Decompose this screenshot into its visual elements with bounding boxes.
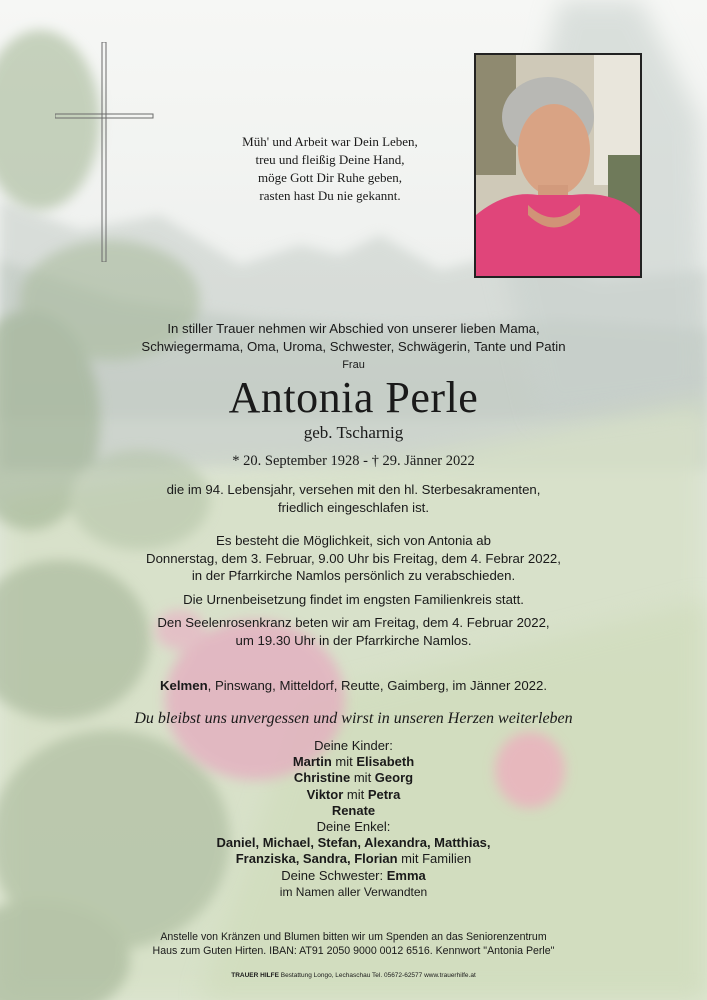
place-town: Kelmen: [159, 678, 208, 693]
farewell-text: [0, 532, 707, 585]
footer-brand: TRAUER HILFE: [231, 972, 279, 979]
farewell-line: in der Pfarrkirche Namlos persönlich zu verabschieden.: [191, 568, 516, 584]
place-rest: , Pinswang, Mitteldorf, Reutte, Gaimberg, im Jänner 2022.: [207, 678, 547, 693]
child-pair: Martin mit Elisabeth: [292, 754, 415, 770]
grandchildren-line: Franziska, Sandra, Florian mit Familien: [235, 851, 472, 867]
child-pair: Viktor mit Petra: [306, 786, 401, 802]
intro-line: Schwiegermama, Oma, Uroma, Schwester, Schwägerin, Tante und Patin: [141, 338, 566, 354]
rosary-line: Den Seelenrosenkranz beten wir am Freitag, dem 4. Februar 2022,: [157, 615, 550, 630]
footer-text: Bestattung Longo, Lechaschau Tel. 05672-62577 www.trauerhilfe.at: [278, 972, 476, 979]
place-date: [0, 677, 707, 695]
grandchildren-heading: Deine Enkel:: [316, 819, 391, 835]
farewell-line: Es besteht die Möglichkeit, sich von Antonia ab: [216, 533, 491, 548]
cross-icon: [55, 42, 155, 262]
age-line: friedlich eingeschlafen ist.: [277, 499, 429, 515]
footer: [0, 972, 707, 979]
donation-note: [0, 930, 707, 958]
relatives-line: im Namen aller Verwandten: [279, 884, 428, 899]
child-pair: Christine mit Georg: [293, 770, 414, 786]
age-line: die im 94. Lebensjahr, versehen mit den hl. Sterbesakramenten,: [166, 482, 541, 497]
deceased-name: Antonia Perle: [228, 373, 479, 422]
verse: [190, 133, 470, 205]
maiden-name: geb. Tscharnig: [303, 423, 404, 442]
urn-text: Die Urnenbeisetzung findet im engsten Familienkreis statt.: [183, 592, 524, 607]
sister-line: Deine Schwester: Emma: [281, 867, 426, 883]
verse-line: möge Gott Dir Ruhe geben,: [257, 170, 403, 185]
verse-line: rasten hast Du nie gekannt.: [259, 188, 401, 203]
intro-text: [0, 320, 707, 355]
intro-line: In stiller Trauer nehmen wir Abschied von unserer lieben Mama,: [167, 321, 540, 336]
farewell-line: Donnerstag, dem 3. Februar, 9.00 Uhr bis Freitag, dem 4. Febrar 2022,: [146, 550, 561, 566]
motto: Du bleibst uns unvergessen und wirst in unseren Herzen weiterleben: [134, 710, 573, 727]
mourners: [0, 738, 707, 900]
salutation: Frau: [342, 359, 365, 371]
donation-line: Haus zum Guten Hirten. IBAN: AT91 2050 9000 0012 6516. Kennwort "Antonia Perle": [152, 945, 555, 957]
life-dates: * 20. September 1928 - † 29. Jänner 2022: [232, 453, 475, 469]
verse-line: Müh' und Arbeit war Dein Leben,: [242, 134, 418, 149]
portrait-image: [476, 55, 640, 276]
children-heading: Deine Kinder:: [314, 738, 393, 753]
verse-line: treu und fleißig Deine Hand,: [255, 152, 405, 167]
child-single: Renate: [331, 802, 376, 818]
donation-line: Anstelle von Kränzen und Blumen bitten wir um Spenden an das Seniorenzentrum: [160, 931, 547, 943]
rosary-text: [0, 614, 707, 649]
grandchildren-line: Daniel, Michael, Stefan, Alexandra, Matthias,: [216, 835, 491, 851]
rosary-line: um 19.30 Uhr in der Pfarrkirche Namlos.: [235, 632, 472, 648]
age-text: [0, 481, 707, 516]
portrait-photo: [474, 53, 642, 278]
